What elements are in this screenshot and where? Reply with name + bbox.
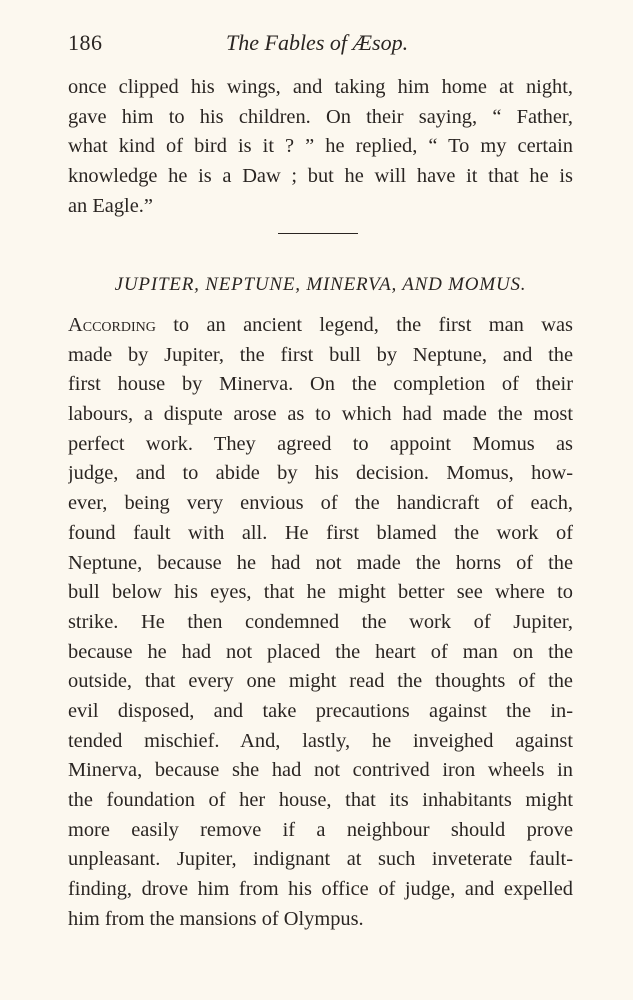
opening-word: According xyxy=(68,314,156,336)
first-line-text: to an ancient legend, the first man was xyxy=(155,314,573,336)
text-line: labours, a dispute arose as to which had made the most xyxy=(68,403,573,426)
text-line xyxy=(68,311,573,341)
text-line: tended mischief. And, lastly, he inveighed against xyxy=(68,729,573,752)
text-line: the foundation of her house, that its inhabitants might xyxy=(68,789,573,811)
previous-fable-ending xyxy=(68,73,573,221)
text-line: judge, and to abide by his decision. Momus, how- xyxy=(68,462,573,485)
text-line: what kind of bird is it ? ” he replied, “ To my certain xyxy=(68,135,573,158)
text-line: him from the mansions of Olympus. xyxy=(68,907,364,930)
text-line: first house by Minerva. On the completion of their xyxy=(68,373,573,396)
text-line: an Eagle.” xyxy=(68,194,153,217)
text-line: once clipped his wings, and taking him home at night, xyxy=(68,76,573,98)
text-line: perfect work. They agreed to appoint Momus as xyxy=(68,432,573,455)
text-line: made by Jupiter, the first bull by Neptune, and the xyxy=(68,343,573,366)
text-line: Minerva, because she had not contrived iron wheels in xyxy=(68,759,573,782)
page-number: 186 xyxy=(68,30,103,55)
text-line: ever, being very envious of the handicraft of each, xyxy=(68,492,573,515)
page-header xyxy=(68,30,573,66)
text-line: more easily remove if a neighbour should prove xyxy=(68,818,573,841)
text-line: because he had not placed the heart of man on the xyxy=(68,640,573,663)
text-line: outside, that every one might read the thoughts of the xyxy=(68,670,573,693)
section-divider xyxy=(278,233,358,234)
text-line: evil disposed, and take precautions against the in- xyxy=(68,699,573,722)
text-line: found fault with all. He first blamed the work of xyxy=(68,521,573,544)
text-line: strike. He then condemned the work of Jupiter, xyxy=(68,610,573,633)
text-line: gave him to his children. On their saying, “ Father, xyxy=(68,105,573,128)
fable-body xyxy=(68,311,573,934)
text-line: knowledge he is a Daw ; but he will have it that he is xyxy=(68,165,573,188)
text-line: bull below his eyes, that he might better see where to xyxy=(68,581,573,604)
fable-title: JUPITER, NEPTUNE, MINERVA, AND MOMUS. xyxy=(114,274,527,295)
text-line: Neptune, because he had not made the horns of the xyxy=(68,551,573,574)
text-line: finding, drove him from his office of judge, and expelled xyxy=(68,878,573,901)
running-title: The Fables of Æsop. xyxy=(226,30,409,55)
text-line: unpleasant. Jupiter, indignant at such inveterate fault- xyxy=(68,848,573,871)
